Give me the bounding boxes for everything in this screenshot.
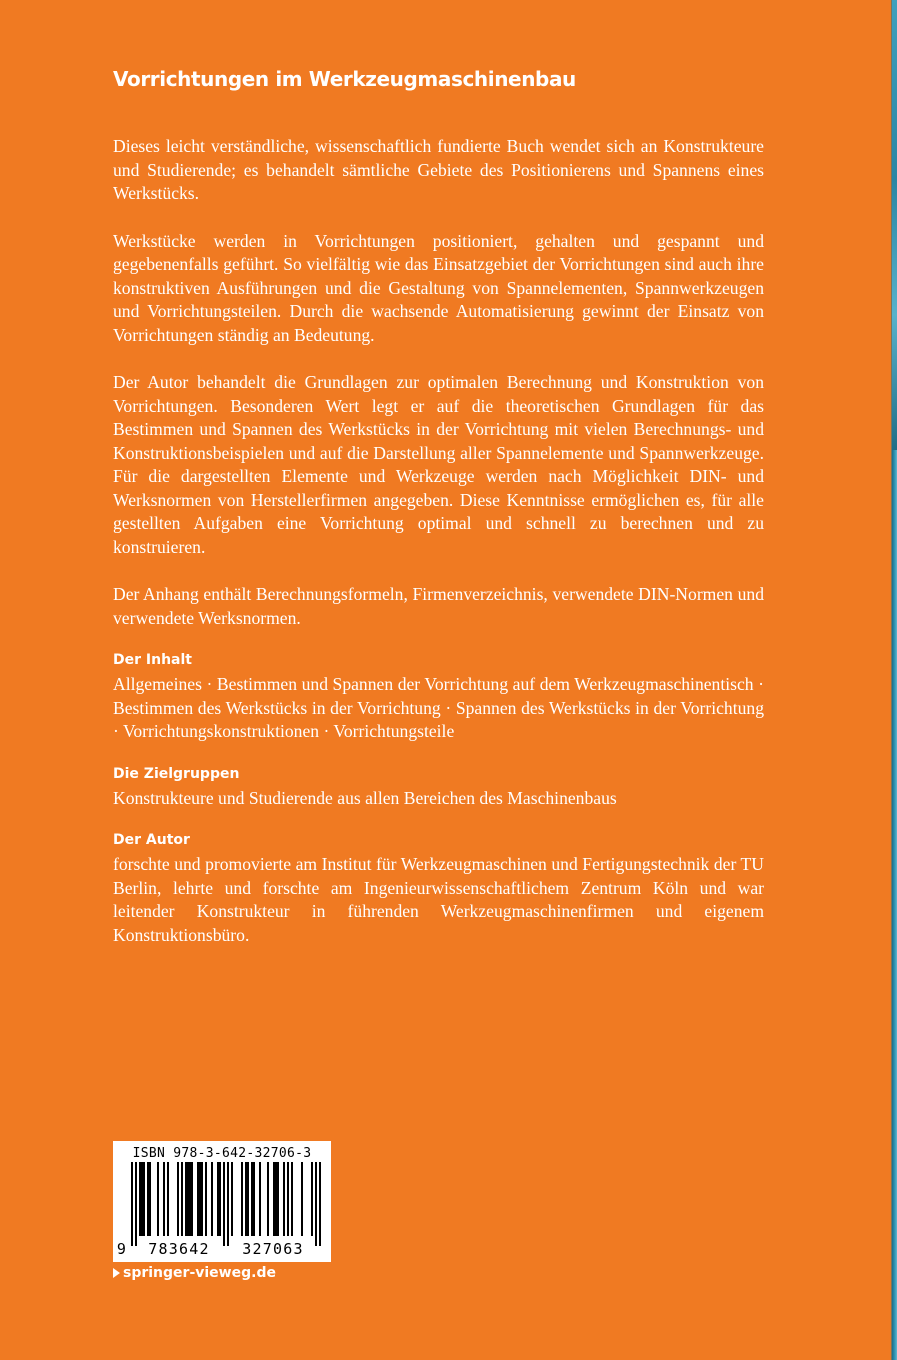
barcode-bar [177,1162,179,1236]
barcode-bar [185,1162,187,1236]
barcode-bar [315,1162,317,1246]
section-heading: Der Inhalt [113,652,192,668]
barcode-graphic [113,1141,331,1262]
section-body: forschte und promovierte am Institut für Werkzeugmaschinen und Fertigungstechnik der TU Berlin, lehrte und forschte am Ingenieurwissenschaftlichem Zentrum Köln und war leitender Konstrukteur in führenden Werkzeugmaschinenfirmen und eigenem Konstruktionsbüro. [113,854,764,945]
barcode-bar [245,1162,247,1236]
barcode-bar [149,1162,151,1236]
barcode-left-digits: 783642 [148,1240,210,1258]
barcode-bar [181,1162,183,1236]
barcode-lead-digit: 9 [116,1240,128,1258]
barcode-bar [197,1162,199,1236]
barcode-bar [189,1162,191,1236]
back-cover-text [113,64,764,967]
barcode-bar [141,1162,143,1236]
barcode-bar [301,1162,303,1236]
spine-edge [889,0,897,1360]
barcode-bar [273,1162,275,1236]
barcode-bar [253,1162,255,1236]
publisher-url: springer-vieweg.de [123,1265,276,1281]
section-inhalt [113,650,764,744]
barcode-bar [275,1162,277,1236]
barcode-bar [167,1162,169,1236]
barcode-bar [163,1162,165,1236]
section-body: Allgemeines · Bestimmen und Spannen der Vorrichtung auf dem Werkzeugmaschinentisch · Bestimmen des Werkstücks in der Vorrichtung · Spannen des Werkstücks in der Vorrichtung · Vorrichtungskonstruktionen · Vorrichtungsteile [113,674,764,741]
barcode-bar [201,1162,203,1236]
barcode-bar [267,1162,269,1236]
barcode-bar [219,1162,221,1236]
barcode-bar [319,1162,321,1246]
barcode-bar [187,1162,189,1236]
barcode-bar [283,1162,285,1236]
barcode-bar [251,1162,253,1236]
barcode-bar [205,1162,207,1236]
barcode-bar [211,1162,213,1236]
isbn-barcode [113,1141,331,1262]
barcode-bar [277,1162,279,1236]
barcode-bar [291,1162,293,1236]
section-heading: Der Autor [113,832,190,848]
barcode-bar [199,1162,201,1236]
barcode-bar [247,1162,249,1236]
barcode-bar [241,1162,243,1236]
barcode-right-digits: 327063 [242,1240,304,1258]
barcode-bar [135,1162,137,1246]
barcode-bar [157,1162,159,1236]
section-heading: Die Zielgruppen [113,765,240,782]
blurb-paragraph-2: Werkstücke werden in Vorrichtungen positioniert, gehalten und gespannt und gegebenenfalls geführt. So vielfältig wie das Einsatzgebiet der Vorrichtungen sind auch ihre konstruktiven Ausführungen und die Gestaltung von Spannelementen, Spannwerkzeugen und Vorrichtungsteilen. Durch die wachsende Automatisierung gewinnt der Einsatz von Vorrichtungen ständig an Bedeutung. [113,230,764,345]
isbn-label: ISBN 978-3-642-32706-3 [132,1146,312,1161]
blurb-paragraph-1: Dieses leicht verständliche, wissenschaftlich fundierte Buch wendet sich an Konstrukteure und Studierende; es behandelt sämtliche Gebiete des Positionierens und Spannens eines Werkstücks. [113,136,764,203]
barcode-bar [287,1162,289,1236]
barcode-bar [231,1162,233,1236]
section-body: Konstrukteure und Studierende aus allen Bereichen des Maschinenbaus [113,787,617,808]
barcode-bar [143,1162,145,1236]
barcode-bar [227,1162,229,1246]
section-zielgruppen [113,764,764,811]
book-title: Vorrichtungen im Werkzeugmaschinenbau [113,67,576,91]
barcode-bar [259,1162,261,1236]
barcode-bar [217,1162,219,1236]
barcode-bar [139,1162,141,1236]
barcode-bar [147,1162,149,1236]
publisher-link[interactable] [113,1265,276,1281]
barcode-bar [311,1162,313,1236]
barcode-bar [131,1162,133,1246]
barcode-bar [191,1162,193,1236]
barcode-bar [223,1162,225,1246]
blurb-paragraph-3: Der Autor behandelt die Grundlagen zur optimalen Berechnung und Konstruktion von Vorrichtungen. Besonderen Wert legt er auf die theoretischen Grundlagen für das Bestimmen und Spannen des Werkstücks in der Vorrichtung mit vielen Berechnungs- und Konstruktionsbeispielen und auf die Darstellung aller Spannelemente und Spannwerkzeuge. Für die dargestellten Elemente und Werkzeuge werden nach Möglichkeit DIN- und Werksnormen von Herstellerfirmen angegeben. Diese Kenntnisse ermöglichen es, für alle gestellten Aufgaben eine Vorrichtung optimal und schnell zu berechnen und zu konstruieren. [113,372,764,557]
section-autor [113,830,764,947]
arrow-right-icon [113,1268,120,1278]
blurb-paragraph-4: Der Anhang enthält Berechnungsformeln, Firmenverzeichnis, verwendete DIN-Normen und verwendete Werksnormen. [113,584,764,628]
